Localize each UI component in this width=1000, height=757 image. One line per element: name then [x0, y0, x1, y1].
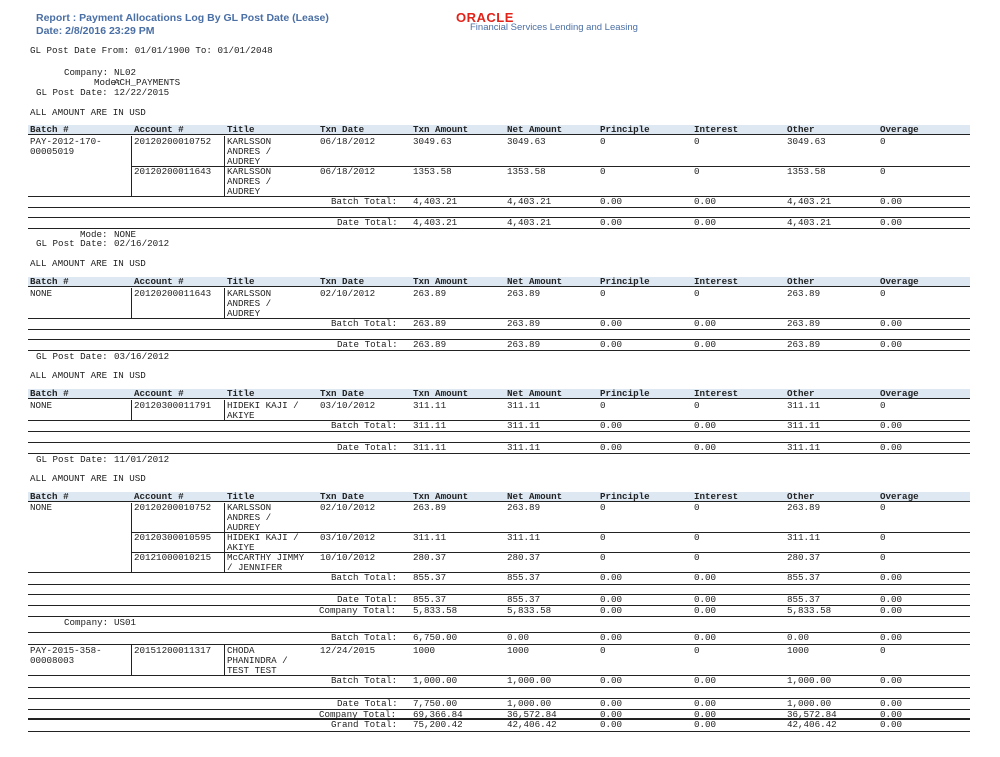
overage: 0.00	[880, 709, 903, 720]
net-amount: 855.37	[507, 594, 541, 605]
amounts-note: ALL AMOUNT ARE IN USD	[30, 258, 146, 269]
principle: 0.00	[600, 709, 623, 720]
txn-amount: 5,833.58	[413, 605, 458, 616]
title-line: AUDREY	[227, 522, 261, 533]
col-title: Title	[227, 124, 255, 135]
principle: 0	[600, 288, 606, 299]
interest: 0.00	[694, 719, 717, 730]
interest: 0.00	[694, 572, 717, 583]
net-amount: 311.11	[507, 400, 541, 411]
other: 5,833.58	[787, 605, 832, 616]
txn-date: 03/10/2012	[320, 400, 376, 411]
net-amount: 5,833.58	[507, 605, 552, 616]
principle: 0.00	[600, 339, 623, 350]
grand-total-label: Grand Total:	[331, 719, 398, 730]
net-amount: 263.89	[507, 318, 541, 329]
txn-amount: 1353.58	[413, 166, 452, 177]
other: 263.89	[787, 339, 821, 350]
oracle-logo-subtitle: Financial Services Lending and Leasing	[470, 22, 638, 33]
col-batch: Batch #	[30, 276, 69, 287]
interest: 0.00	[694, 217, 717, 228]
txn-date: 02/10/2012	[320, 502, 376, 513]
title-line: McCARTHY JIMMY	[227, 552, 305, 563]
net-amount: 855.37	[507, 572, 541, 583]
net-amount: 311.11	[507, 442, 541, 453]
col-overage: Overage	[880, 388, 919, 399]
overage: 0	[880, 136, 886, 147]
principle: 0.00	[600, 572, 623, 583]
other: 3049.63	[787, 136, 826, 147]
txn-amount: 1,000.00	[413, 675, 458, 686]
net-amount: 3049.63	[507, 136, 546, 147]
col-title: Title	[227, 276, 255, 287]
txn-amount: 7,750.00	[413, 698, 458, 709]
overage: 0.00	[880, 318, 903, 329]
interest: 0	[694, 645, 700, 656]
col-interest: Interest	[694, 388, 739, 399]
other: 311.11	[787, 400, 821, 411]
other: 311.11	[787, 442, 821, 453]
txn-amount: 311.11	[413, 442, 447, 453]
mode-value: NONE	[114, 229, 137, 240]
batch-number: NONE	[30, 400, 53, 411]
batch-number-cont: 00005019	[30, 146, 75, 157]
interest: 0.00	[694, 605, 717, 616]
date-total-label: Date Total:	[337, 442, 398, 453]
col-other: Other	[787, 124, 815, 135]
other: 1,000.00	[787, 675, 832, 686]
txn-date: 10/10/2012	[320, 552, 376, 563]
overage: 0.00	[880, 719, 903, 730]
net-amount: 42,406.42	[507, 719, 557, 730]
net-amount: 36,572.84	[507, 709, 557, 720]
col-title: Title	[227, 491, 255, 502]
mode-label: Mode:	[80, 229, 108, 240]
col-overage: Overage	[880, 124, 919, 135]
txn-amount: 263.89	[413, 339, 447, 350]
col-account: Account #	[134, 388, 184, 399]
net-amount: 0.00	[507, 632, 530, 643]
principle: 0.00	[600, 318, 623, 329]
col-txn-date: Txn Date	[320, 491, 365, 502]
col-principle: Principle	[600, 124, 650, 135]
principle: 0.00	[600, 442, 623, 453]
txn-amount: 75,200.42	[413, 719, 463, 730]
other: 855.37	[787, 594, 821, 605]
principle: 0	[600, 166, 606, 177]
account-number: 20120300011791	[134, 400, 212, 411]
other: 0.00	[787, 632, 810, 643]
title-line: AKIYE	[227, 542, 255, 553]
other: 263.89	[787, 318, 821, 329]
col-batch: Batch #	[30, 491, 69, 502]
column-header-row	[28, 492, 970, 502]
title-line: KARLSSON	[227, 136, 272, 147]
date-total-label: Date Total:	[337, 339, 398, 350]
amounts-note: ALL AMOUNT ARE IN USD	[30, 370, 146, 381]
interest: 0.00	[694, 632, 717, 643]
overage: 0.00	[880, 605, 903, 616]
batch-number: PAY-2012-170-	[30, 136, 102, 147]
interest: 0	[694, 502, 700, 513]
batch-number: NONE	[30, 502, 53, 513]
col-other: Other	[787, 388, 815, 399]
interest: 0.00	[694, 594, 717, 605]
txn-amount: 1000	[413, 645, 436, 656]
col-net-amount: Net Amount	[507, 388, 563, 399]
interest: 0	[694, 166, 700, 177]
overage: 0	[880, 166, 886, 177]
col-txn-amount: Txn Amount	[413, 388, 469, 399]
txn-amount: 855.37	[413, 594, 447, 605]
txn-date: 12/24/2015	[320, 645, 376, 656]
col-title: Title	[227, 388, 255, 399]
col-account: Account #	[134, 124, 184, 135]
gl-post-date-label: GL Post Date:	[36, 454, 108, 465]
title-line: KARLSSON	[227, 166, 272, 177]
principle: 0	[600, 136, 606, 147]
batch-total-label: Batch Total:	[331, 196, 398, 207]
gl-post-date-value: 12/22/2015	[114, 87, 170, 98]
title-line: ANDRES /	[227, 146, 272, 157]
principle: 0.00	[600, 196, 623, 207]
principle: 0.00	[600, 594, 623, 605]
company-value: US01	[114, 617, 137, 628]
net-amount: 263.89	[507, 288, 541, 299]
txn-amount: 263.89	[413, 288, 447, 299]
gl-post-date-label: GL Post Date:	[36, 87, 108, 98]
net-amount: 311.11	[507, 420, 541, 431]
principle: 0.00	[600, 420, 623, 431]
txn-amount: 4,403.21	[413, 196, 458, 207]
report-date: Date: 2/8/2016 23:29 PM	[36, 25, 155, 37]
other: 263.89	[787, 288, 821, 299]
interest: 0.00	[694, 442, 717, 453]
title-line: AUDREY	[227, 186, 261, 197]
txn-amount: 69,366.84	[413, 709, 463, 720]
gl-post-date-value: 02/16/2012	[114, 238, 170, 249]
batch-number: PAY-2015-358-	[30, 645, 102, 656]
title-line: AUDREY	[227, 156, 261, 167]
gl-date-range: GL Post Date From: 01/01/1900 To: 01/01/2048	[30, 45, 273, 56]
txn-date: 06/18/2012	[320, 136, 376, 147]
interest: 0.00	[694, 709, 717, 720]
other: 263.89	[787, 502, 821, 513]
account-number: 20121000010215	[134, 552, 212, 563]
interest: 0	[694, 552, 700, 563]
other: 36,572.84	[787, 709, 837, 720]
batch-number-cont: 00008003	[30, 655, 75, 666]
other: 311.11	[787, 532, 821, 543]
account-number: 20120200010752	[134, 136, 212, 147]
batch-total-label: Batch Total:	[331, 632, 398, 643]
net-amount: 4,403.21	[507, 196, 552, 207]
txn-date: 03/10/2012	[320, 532, 376, 543]
overage: 0.00	[880, 217, 903, 228]
mode-label: Mode:	[94, 77, 122, 88]
mode-value: ACH_PAYMENTS	[114, 77, 181, 88]
overage: 0.00	[880, 632, 903, 643]
net-amount: 311.11	[507, 532, 541, 543]
overage: 0.00	[880, 675, 903, 686]
account-number: 20120200010752	[134, 502, 212, 513]
column-header-row	[28, 389, 970, 399]
gl-post-date-value: 11/01/2012	[114, 454, 170, 465]
company-label: Company:	[64, 67, 109, 78]
title-line: HIDEKI KAJI /	[227, 400, 299, 411]
principle: 0.00	[600, 605, 623, 616]
col-principle: Principle	[600, 491, 650, 502]
principle: 0.00	[600, 719, 623, 730]
amounts-note: ALL AMOUNT ARE IN USD	[30, 107, 146, 118]
overage: 0	[880, 645, 886, 656]
principle: 0	[600, 400, 606, 411]
col-interest: Interest	[694, 491, 739, 502]
col-principle: Principle	[600, 388, 650, 399]
title-line: / JENNIFER	[227, 562, 283, 573]
batch-total-label: Batch Total:	[331, 420, 398, 431]
gl-post-date-label: GL Post Date:	[36, 351, 108, 362]
txn-date: 02/10/2012	[320, 288, 376, 299]
interest: 0.00	[694, 698, 717, 709]
overage: 0.00	[880, 698, 903, 709]
other: 1,000.00	[787, 698, 832, 709]
interest: 0	[694, 400, 700, 411]
overage: 0	[880, 502, 886, 513]
interest: 0	[694, 136, 700, 147]
interest: 0	[694, 288, 700, 299]
column-header-row	[28, 125, 970, 135]
col-account: Account #	[134, 491, 184, 502]
interest: 0.00	[694, 420, 717, 431]
date-total-label: Date Total:	[337, 217, 398, 228]
account-number: 20120200011643	[134, 166, 212, 177]
other: 4,403.21	[787, 217, 832, 228]
col-interest: Interest	[694, 124, 739, 135]
col-account: Account #	[134, 276, 184, 287]
txn-amount: 4,403.21	[413, 217, 458, 228]
net-amount: 263.89	[507, 502, 541, 513]
principle: 0	[600, 532, 606, 543]
title-line: KARLSSON	[227, 502, 272, 513]
principle: 0.00	[600, 675, 623, 686]
batch-total-label: Batch Total:	[331, 318, 398, 329]
principle: 0	[600, 552, 606, 563]
column-header-row	[28, 277, 970, 287]
other: 855.37	[787, 572, 821, 583]
title-line: AUDREY	[227, 308, 261, 319]
col-other: Other	[787, 491, 815, 502]
principle: 0	[600, 645, 606, 656]
overage: 0.00	[880, 594, 903, 605]
other: 1353.58	[787, 166, 826, 177]
interest: 0	[694, 532, 700, 543]
txn-amount: 263.89	[413, 318, 447, 329]
col-overage: Overage	[880, 276, 919, 287]
report-title: Report : Payment Allocations Log By GL Post Date (Lease)	[36, 12, 329, 24]
txn-amount: 855.37	[413, 572, 447, 583]
col-txn-date: Txn Date	[320, 388, 365, 399]
title-line: ANDRES /	[227, 176, 272, 187]
batch-number: NONE	[30, 288, 53, 299]
col-txn-amount: Txn Amount	[413, 491, 469, 502]
principle: 0	[600, 502, 606, 513]
company-label: Company:	[64, 617, 109, 628]
interest: 0.00	[694, 675, 717, 686]
company-total-label: Company Total:	[319, 709, 397, 720]
overage: 0	[880, 552, 886, 563]
interest: 0.00	[694, 196, 717, 207]
txn-date: 06/18/2012	[320, 166, 376, 177]
account-number: 20151200011317	[134, 645, 212, 656]
overage: 0	[880, 400, 886, 411]
net-amount: 1,000.00	[507, 698, 552, 709]
other: 280.37	[787, 552, 821, 563]
gl-post-date-label: GL Post Date:	[36, 238, 108, 249]
title-line: ANDRES /	[227, 298, 272, 309]
col-txn-date: Txn Date	[320, 276, 365, 287]
col-principle: Principle	[600, 276, 650, 287]
col-other: Other	[787, 276, 815, 287]
interest: 0.00	[694, 318, 717, 329]
overage: 0	[880, 532, 886, 543]
principle: 0.00	[600, 698, 623, 709]
title-line: TEST TEST	[227, 665, 277, 676]
principle: 0.00	[600, 632, 623, 643]
title-line: CHODA	[227, 645, 255, 656]
title-line: HIDEKI KAJI /	[227, 532, 299, 543]
batch-total-label: Batch Total:	[331, 572, 398, 583]
net-amount: 1000	[507, 645, 530, 656]
account-number: 20120200011643	[134, 288, 212, 299]
gl-post-date-value: 03/16/2012	[114, 351, 170, 362]
title-line: PHANINDRA /	[227, 655, 288, 666]
col-txn-amount: Txn Amount	[413, 124, 469, 135]
date-total-label: Date Total:	[337, 594, 398, 605]
col-net-amount: Net Amount	[507, 276, 563, 287]
overage: 0.00	[880, 442, 903, 453]
txn-amount: 3049.63	[413, 136, 452, 147]
title-line: AKIYE	[227, 410, 255, 421]
other: 1000	[787, 645, 810, 656]
batch-total-label: Batch Total:	[331, 675, 398, 686]
net-amount: 1353.58	[507, 166, 546, 177]
txn-amount: 311.11	[413, 420, 447, 431]
oracle-logo: ORACLE	[456, 10, 514, 25]
col-net-amount: Net Amount	[507, 124, 563, 135]
principle: 0.00	[600, 217, 623, 228]
account-number: 20120300010595	[134, 532, 212, 543]
title-line: KARLSSON	[227, 288, 272, 299]
txn-amount: 263.89	[413, 502, 447, 513]
net-amount: 4,403.21	[507, 217, 552, 228]
other: 42,406.42	[787, 719, 837, 730]
txn-amount: 311.11	[413, 532, 447, 543]
col-batch: Batch #	[30, 124, 69, 135]
overage: 0.00	[880, 420, 903, 431]
txn-amount: 311.11	[413, 400, 447, 411]
overage: 0.00	[880, 572, 903, 583]
other: 4,403.21	[787, 196, 832, 207]
net-amount: 1,000.00	[507, 675, 552, 686]
overage: 0	[880, 288, 886, 299]
col-interest: Interest	[694, 276, 739, 287]
overage: 0.00	[880, 339, 903, 350]
col-net-amount: Net Amount	[507, 491, 563, 502]
overage: 0.00	[880, 196, 903, 207]
net-amount: 263.89	[507, 339, 541, 350]
other: 311.11	[787, 420, 821, 431]
col-txn-date: Txn Date	[320, 124, 365, 135]
col-batch: Batch #	[30, 388, 69, 399]
company-value: NL02	[114, 67, 137, 78]
txn-amount: 6,750.00	[413, 632, 458, 643]
date-total-label: Date Total:	[337, 698, 398, 709]
amounts-note: ALL AMOUNT ARE IN USD	[30, 473, 146, 484]
col-txn-amount: Txn Amount	[413, 276, 469, 287]
title-line: ANDRES /	[227, 512, 272, 523]
col-overage: Overage	[880, 491, 919, 502]
txn-amount: 280.37	[413, 552, 447, 563]
interest: 0.00	[694, 339, 717, 350]
net-amount: 280.37	[507, 552, 541, 563]
company-total-label: Company Total:	[319, 605, 397, 616]
